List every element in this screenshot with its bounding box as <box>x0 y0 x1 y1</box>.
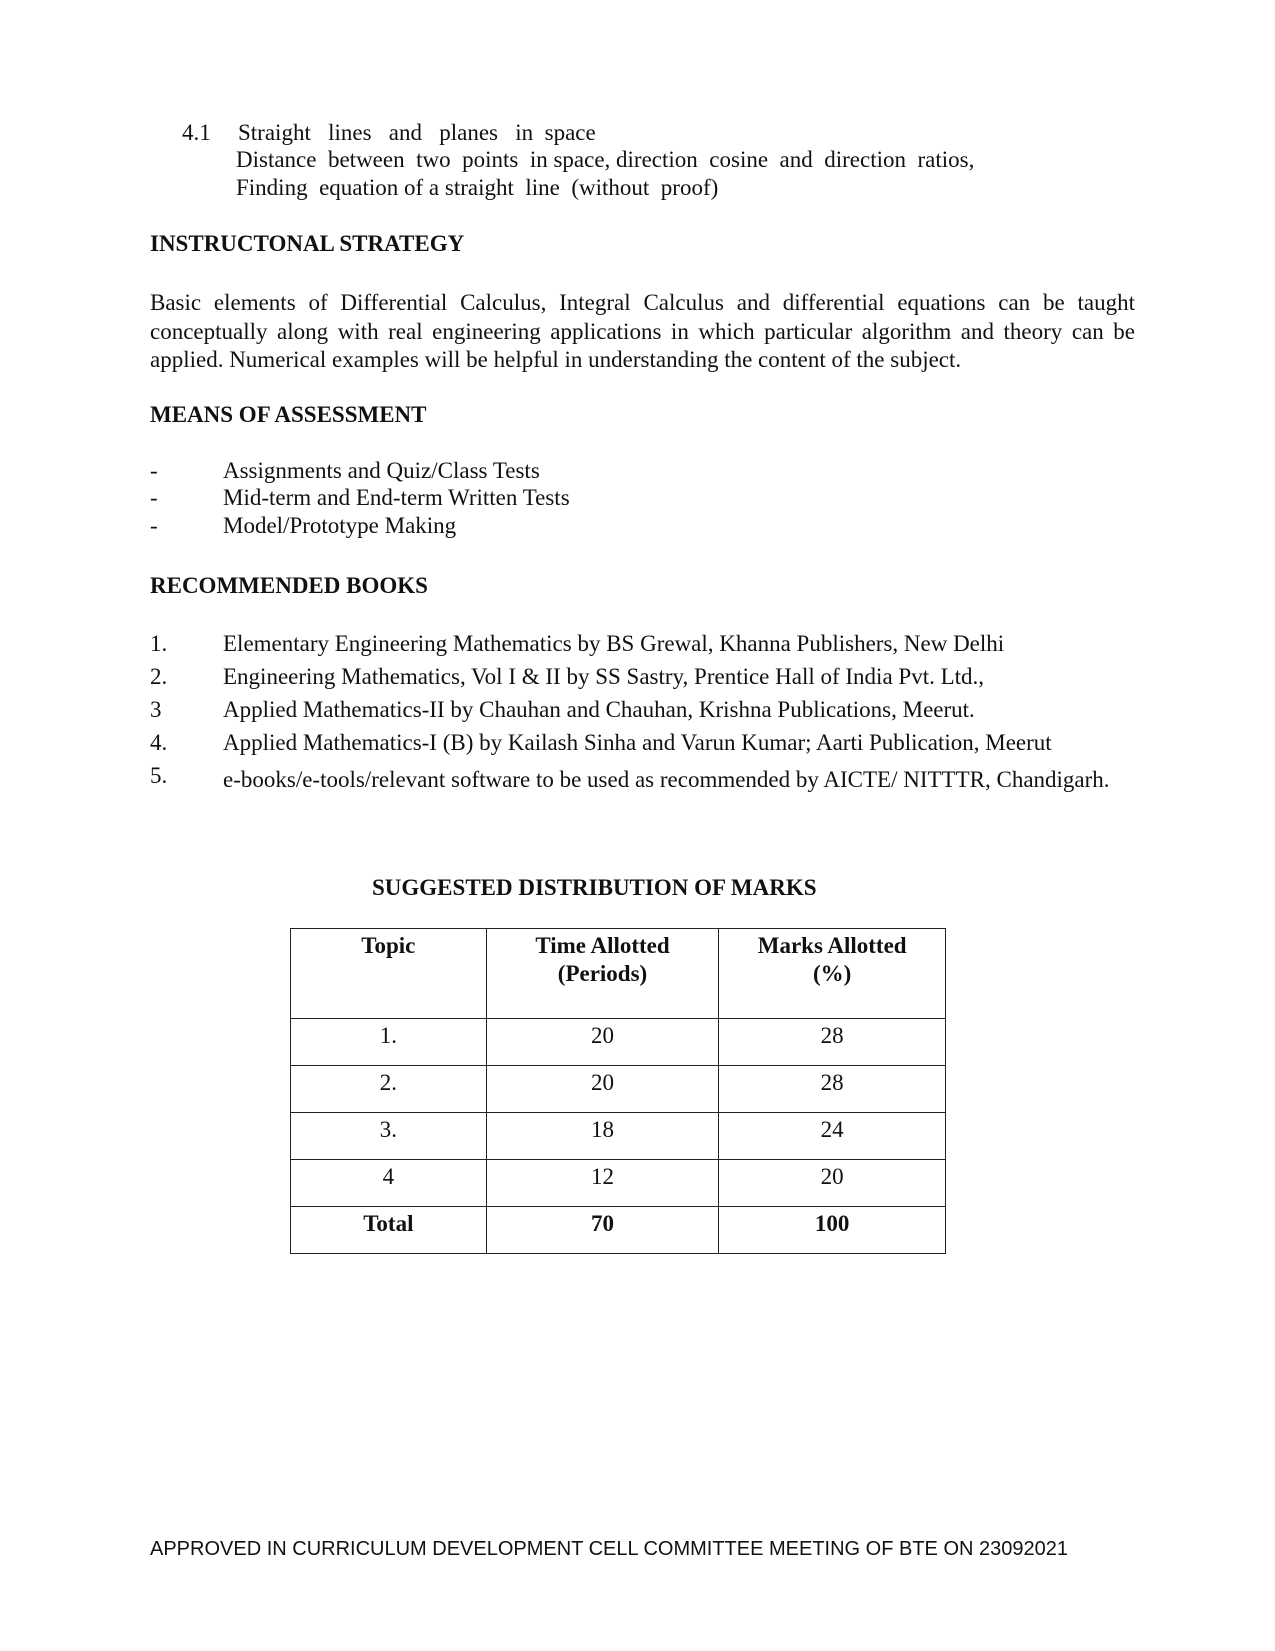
assessment-marker: - <box>150 485 158 510</box>
table-header-row <box>291 929 946 1019</box>
assessment-marker: - <box>150 513 158 538</box>
table-cell: 28 <box>719 1066 946 1113</box>
marks-table <box>290 928 946 1254</box>
table-cell: 4 <box>291 1160 487 1207</box>
table-cell: 70 <box>486 1207 719 1254</box>
table-cell: 3. <box>291 1113 487 1160</box>
assessment-item: Model/Prototype Making <box>223 513 457 538</box>
assessment-marker: - <box>150 458 158 483</box>
book-item: e-books/e-tools/relevant software to be used as recommended by AICTE/ NITTTR, Chandigarh. <box>223 767 1110 792</box>
book-item: Engineering Mathematics, Vol I & II by SS Sastry, Prentice Hall of India Pvt. Ltd., <box>223 664 985 689</box>
instructional-heading: INSTRUCTONAL STRATEGY <box>150 231 465 256</box>
books-heading: RECOMMENDED BOOKS <box>150 573 428 598</box>
column-header: Marks Allotted (%) <box>719 929 946 1019</box>
table-cell: 20 <box>719 1160 946 1207</box>
table-row <box>291 1066 946 1113</box>
section-line-1: Distance between two points in space, direction cosine and direction ratios, <box>236 147 975 172</box>
table-row <box>291 1113 946 1160</box>
table-cell: 1. <box>291 1019 487 1066</box>
book-number: 2. <box>150 664 168 689</box>
table-row <box>291 1160 946 1207</box>
assessment-heading: MEANS OF ASSESSMENT <box>150 402 427 427</box>
column-header: Topic <box>291 929 487 1019</box>
table-cell: 12 <box>486 1160 719 1207</box>
table-cell: 20 <box>486 1066 719 1113</box>
book-number: 1. <box>150 631 168 656</box>
book-item: Elementary Engineering Mathematics by BS Grewal, Khanna Publishers, New Delhi <box>223 631 1005 656</box>
assessment-item: Mid-term and End-term Written Tests <box>223 485 570 510</box>
book-number: 3 <box>150 697 162 722</box>
table-cell: Total <box>291 1207 487 1254</box>
table-cell: 100 <box>719 1207 946 1254</box>
table-cell: 2. <box>291 1066 487 1113</box>
instructional-paragraph: Basic elements of Differential Calculus, Integral Calculus and differential equations can be taught conceptually along with real engineering applications in which particular algorithm and theory can be applied. Numerical examples will be helpful in understanding the content of the subject. <box>150 290 1135 372</box>
distribution-heading: SUGGESTED DISTRIBUTION OF MARKS <box>372 875 817 900</box>
book-number: 5. <box>150 763 168 788</box>
section-number: 4.1 <box>182 120 211 145</box>
book-number: 4. <box>150 730 168 755</box>
table-cell: 18 <box>486 1113 719 1160</box>
assessment-item: Assignments and Quiz/Class Tests <box>223 458 540 483</box>
table-cell: 28 <box>719 1019 946 1066</box>
table-total-row <box>291 1207 946 1254</box>
book-item: Applied Mathematics-II by Chauhan and Chauhan, Krishna Publications, Meerut. <box>223 697 975 722</box>
table-row <box>291 1019 946 1066</box>
table-cell: 24 <box>719 1113 946 1160</box>
section-title: Straight lines and planes in space <box>238 120 596 145</box>
table-cell: 20 <box>486 1019 719 1066</box>
approval-footer: APPROVED IN CURRICULUM DEVELOPMENT CELL COMMITTEE MEETING OF BTE ON 23092021 <box>150 1538 1068 1560</box>
column-header: Time Allotted (Periods) <box>486 929 719 1019</box>
section-line-2: Finding equation of a straight line (without proof) <box>236 175 719 200</box>
book-item: Applied Mathematics-I (B) by Kailash Sinha and Varun Kumar; Aarti Publication, Meerut <box>223 730 1052 755</box>
